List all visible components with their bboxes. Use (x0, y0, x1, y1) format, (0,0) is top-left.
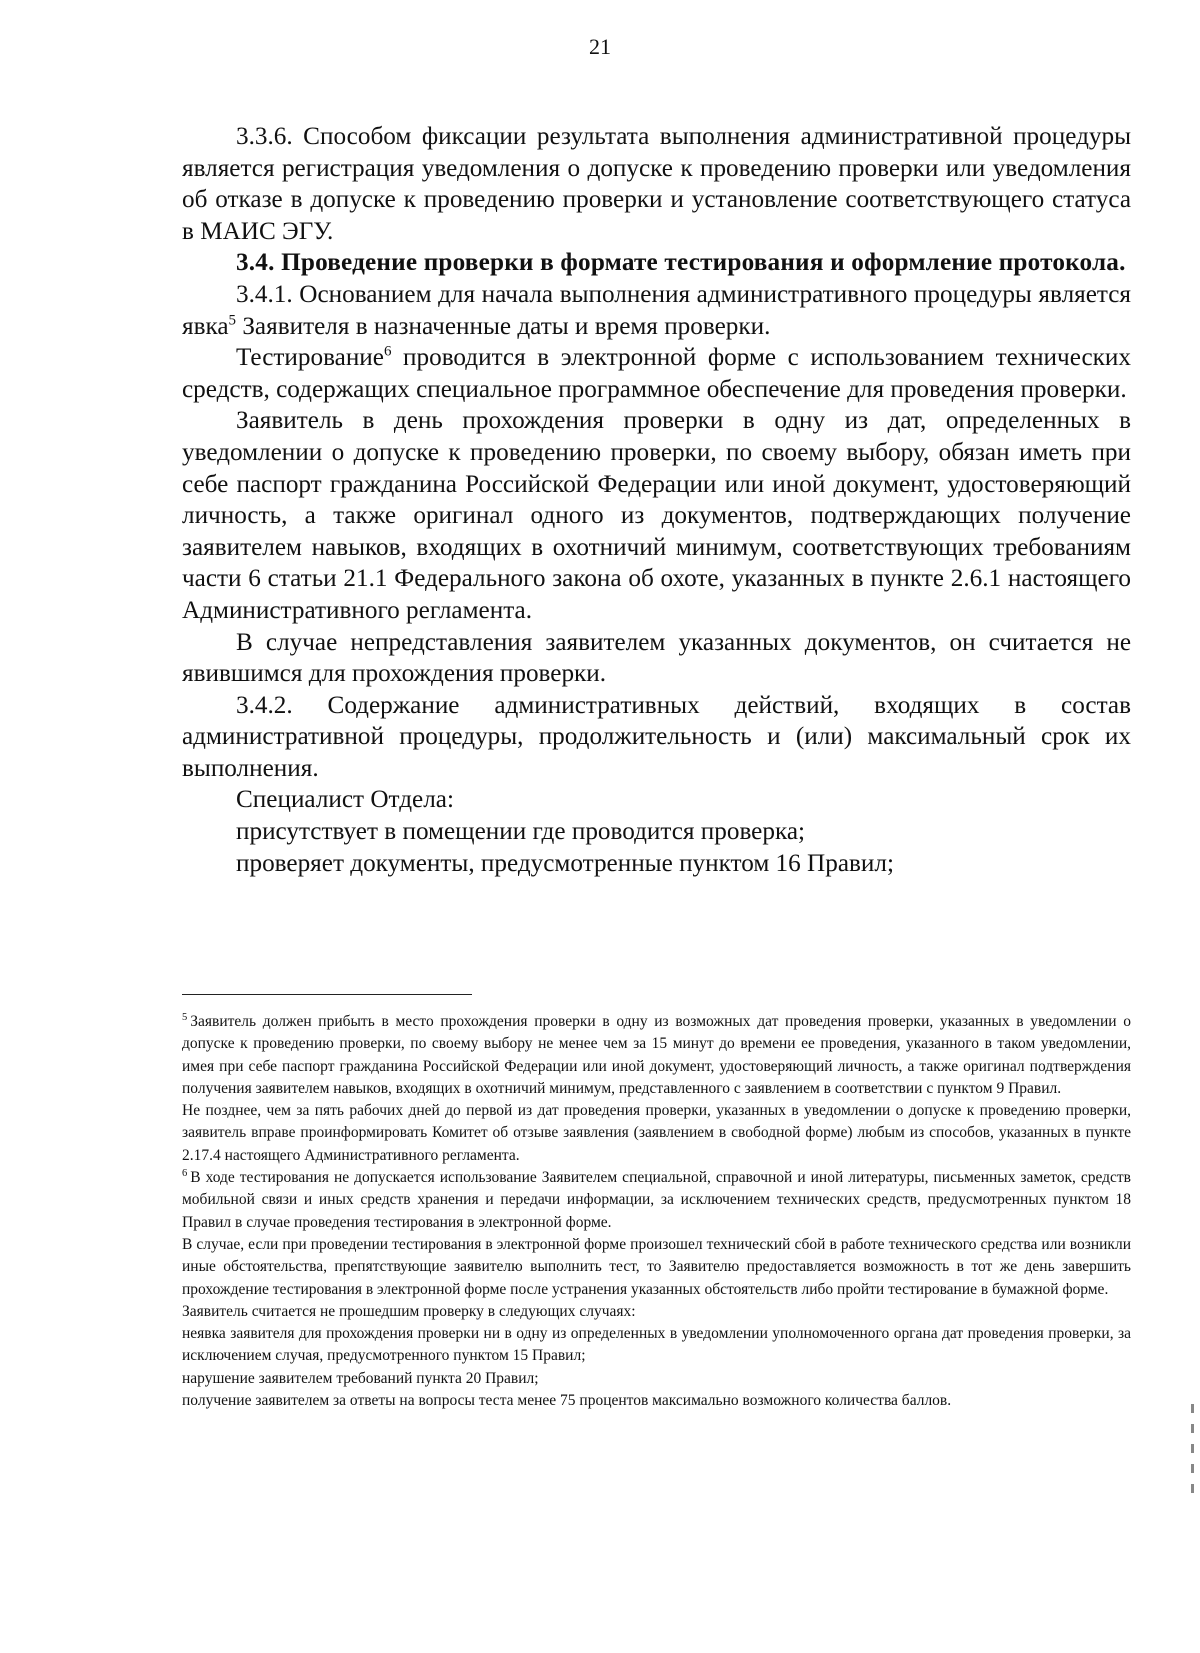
footnote-6-continued (182, 1234, 1131, 1301)
paragraph-applicant-documents: Заявитель в день прохождения проверки в одну из дат, определенных в уведомлении о допуске к проведению проверки, по своему выбору, обязан иметь при себе паспорт гражданина Российской Федерации или иной документ, удостоверяющий личность, а также оригинал одного из документов, подтверждающих получение заявителем навыков, входящих в охотничий минимум, соответствующих требованиям части 6 статьи 21.1 Федерального закона об охоте, указанных в пункте 2.6.1 настоящего Административного регламента. (182, 407, 1131, 624)
footnote-text: Не позднее, чем за пять рабочих дней до первой из дат проведения проверки, указанных в уведомлении о допуске к проведению проверки, заявитель вправе проинформировать Комитет об отзыве заявления (заявлением в свободной форме) любым из способов, указанных в пункте 2.17.4 настоящего Административного регламента. (182, 1102, 1131, 1164)
footnote-6-continued (182, 1323, 1131, 1368)
scan-mark (1191, 1444, 1194, 1453)
scan-mark (1191, 1464, 1194, 1473)
footnote-text: неявка заявителя для прохождения проверки ни в одну из определенных в уведомлении уполномоченного органа дат проведения проверки, за исключением случая, предусмотренного пунктом 15 Правил; (182, 1325, 1131, 1365)
paragraph-non-submission: В случае непредставления заявителем указанных документов, он считается не явившимся для прохождения проверки. (182, 628, 1131, 688)
footnote-text: Заявитель считается не прошедшим проверку в следующих случаях: (182, 1302, 636, 1320)
paragraph-text: 3.4.1. Основанием для начала выполнения административного процедуры является явка (182, 280, 1131, 340)
footnote-text: Заявитель должен прибыть в место прохождения проверки в одну из возможных дат проведения проверки, указанных в уведомлении о допуске к проведению проверки, по своему выбору не менее чем за 15 минут до времени ее проведения, указанного в таком уведомлении, имея при себе паспорт гражданина Российской Федерации или иной документ, удостоверяющий личность, а также оригинал подтверждения получения заявителем навыков, входящих в охотничий минимум, представленного с заявлением в соответствии с пунктом 9 Правил. (182, 1013, 1131, 1097)
section-heading-3-4: 3.4. Проведение проверки в формате тестирования и оформление протокола. (236, 249, 1126, 277)
paragraph-text: проводится в электронной форме с использованием технических средств, содержащих специальное программное обеспечение для проведения проверки. (182, 344, 1131, 403)
footnote-5-continued (182, 1100, 1131, 1167)
paragraph-3-3-6: 3.3.6. Способом фиксации результата выполнения административной процедуры является регистрация уведомления о допуске к проведению проверки или уведомления об отказе в допуске к проведению проверки и установление соответствующего статуса в МАИС ЭГУ. (182, 123, 1131, 245)
scan-mark (1191, 1404, 1194, 1413)
footnote-text: получение заявителем за ответы на вопросы теста менее 75 процентов максимально возможного количества баллов. (182, 1392, 952, 1410)
paragraph-text: Заявителя в назначенные даты и время проверки. (236, 312, 771, 340)
scan-edge-marks (1191, 1404, 1194, 1514)
footnote-6-continued (182, 1390, 1131, 1412)
scan-mark (1191, 1484, 1194, 1493)
footnote-separator (182, 994, 472, 995)
footnote-text: В случае, если при проведении тестирования в электронной форме произошел технический сбой в работе технического средства или возникли иные обстоятельства, препятствующие заявителю выполнить тест, то Заявителю предоставляется возможность в тот же день завершить прохождение тестирования в электронной форме после устранения указанных обстоятельств либо пройти тестирование в бумажной форме. (182, 1235, 1131, 1298)
footnote-mark: 5 (182, 1011, 188, 1023)
main-text (182, 121, 1131, 879)
footnote-ref-5[interactable]: 5 (228, 312, 237, 329)
list-item: присутствует в помещении где проводится проверка; (236, 818, 805, 846)
paragraph-3-4-1 (182, 279, 1131, 342)
page-number: 21 (589, 34, 611, 59)
footnote-text: В ходе тестирования не допускается использование Заявителем специальной, справочной и иной литературы, письменных заметок, средств мобильной связи и иных средств хранения и передачи информации, за исключением технических средств, предусмотренных пунктом 18 Правил в случае проведения тестирования в электронной форме. (182, 1169, 1131, 1231)
footnote-6-continued (182, 1301, 1131, 1323)
footnote-6 (182, 1167, 1131, 1234)
scan-mark (1191, 1424, 1194, 1433)
paragraph-testing (182, 342, 1131, 405)
footnote-text: нарушение заявителем требований пункта 20 Правил; (182, 1369, 539, 1387)
paragraph-specialist: Специалист Отдела: (236, 786, 454, 814)
paragraph-3-4-2: 3.4.2. Содержание административных действий, входящих в состав административной процедуры, продолжительность и (или) максимальный срок их выполнения. (182, 691, 1131, 782)
footnote-6-continued (182, 1368, 1131, 1390)
list-item: проверяет документы, предусмотренные пунктом 16 Правил; (236, 849, 894, 877)
footnotes (182, 1011, 1131, 1412)
paragraph-text: Тестирование (236, 344, 384, 372)
footnote-ref-6[interactable]: 6 (383, 343, 392, 360)
footnote-mark: 6 (182, 1167, 188, 1179)
footnote-5 (182, 1011, 1131, 1100)
